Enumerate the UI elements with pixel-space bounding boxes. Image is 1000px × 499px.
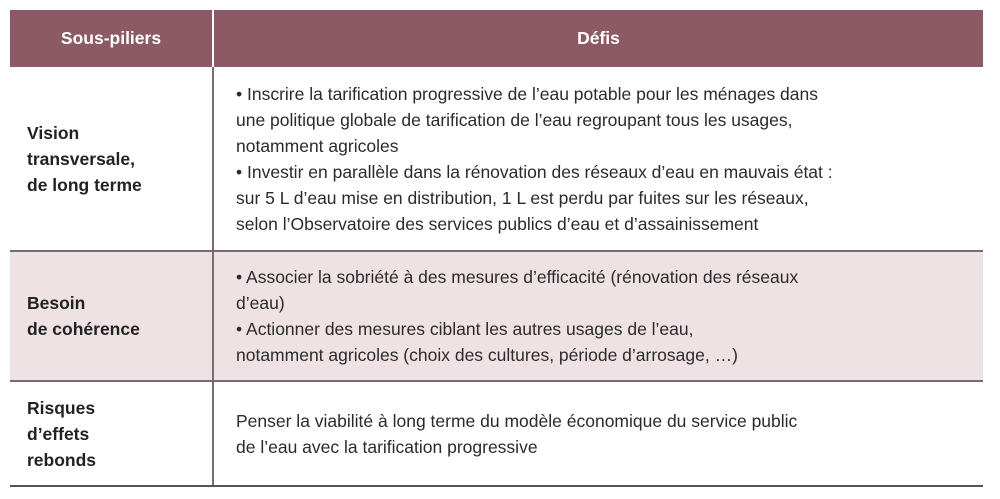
pillar-line: Risques	[27, 397, 96, 418]
challenge-line: • Inscrire la tarification progressive de l’eau potable pour les ménages dans	[236, 83, 819, 104]
challenges-cell	[214, 382, 983, 485]
header-defis: Défis	[577, 28, 620, 48]
challenge-line: d’eau)	[236, 293, 285, 313]
challenge-line: • Actionner des mesures ciblant les autres usages de l’eau,	[236, 319, 694, 339]
challenges-cell	[214, 252, 983, 380]
challenge-line: sur 5 L d’eau mise en distribution, 1 L est perdu par fuites sur les réseaux,	[236, 187, 809, 208]
challenge-line: selon l’Observatoire des services publics d’eau et d’assainissement	[236, 213, 759, 234]
pillar-line: rebonds	[27, 449, 97, 470]
pillar-line: Besoin	[27, 293, 86, 313]
table-header	[10, 10, 983, 67]
challenges-cell	[214, 67, 983, 250]
pillar-line: de cohérence	[27, 319, 140, 339]
pillar-line: Vision	[27, 122, 80, 143]
table-row	[10, 67, 983, 252]
pillar-label	[27, 290, 140, 342]
pillar-line: transversale,	[27, 148, 135, 169]
challenge-line: • Associer la sobriété à des mesures d’efficacité (rénovation des réseaux	[236, 267, 799, 287]
challenge-line: une politique globale de tarification de l’eau regroupant tous les usages,	[236, 109, 793, 130]
challenge-line: • Investir en parallèle dans la rénovation des réseaux d’eau en mauvais état :	[236, 161, 833, 182]
pillar-cell	[10, 67, 214, 250]
header-sous-piliers: Sous-piliers	[10, 10, 214, 67]
pillar-cell	[10, 382, 214, 485]
table-row	[10, 252, 983, 382]
challenges-table	[10, 10, 983, 487]
pillar-line: d’effets	[27, 423, 90, 444]
challenge-line: notamment agricoles (choix des cultures, période d’arrosage, …)	[236, 345, 738, 365]
challenge-line: de l’eau avec la tarification progressive	[236, 436, 538, 457]
challenge-line: Penser la viabilité à long terme du modèle économique du service public	[236, 410, 798, 431]
pillar-label	[27, 120, 142, 198]
table-row	[10, 382, 983, 487]
pillar-label	[27, 395, 96, 473]
pillar-line: de long terme	[27, 174, 142, 195]
challenge-line: notamment agricoles	[236, 135, 399, 156]
pillar-cell	[10, 252, 214, 380]
